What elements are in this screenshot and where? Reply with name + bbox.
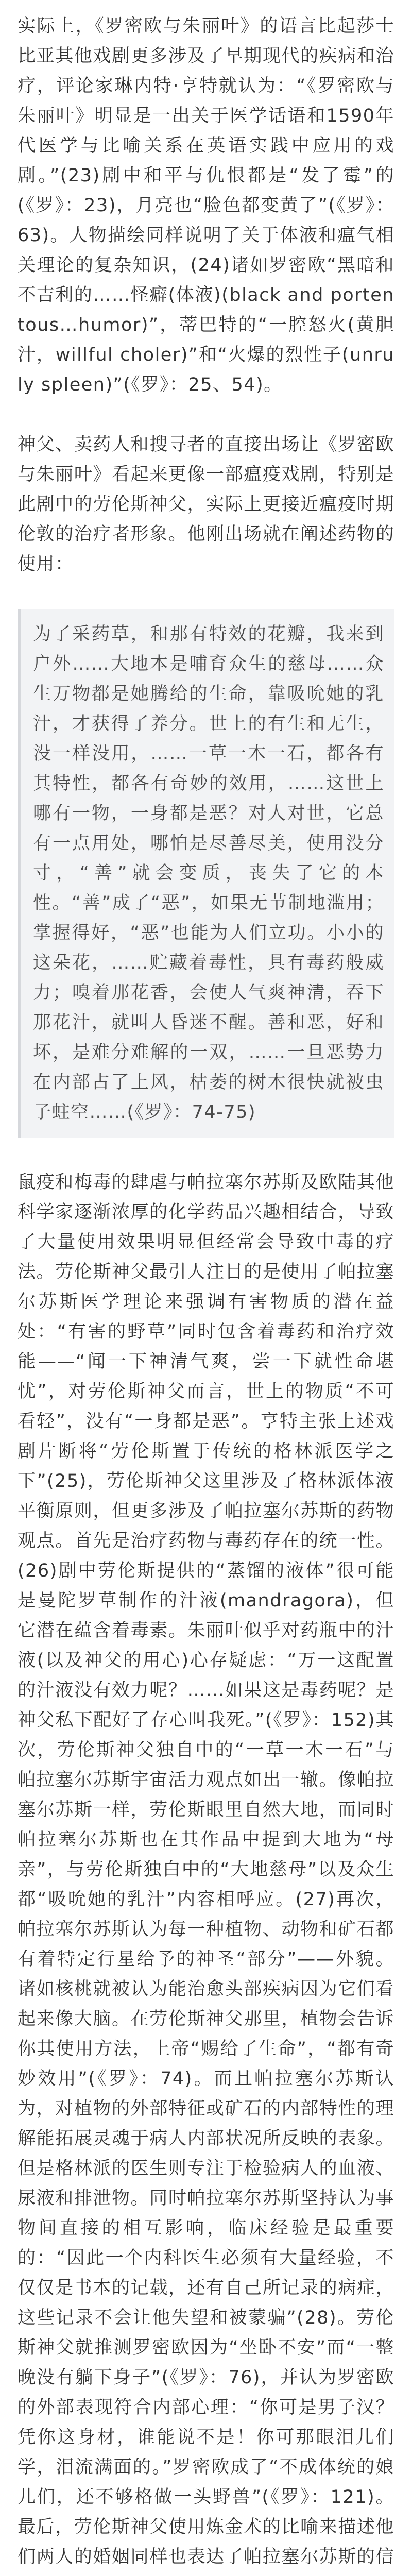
paragraph-medical-discourse: 实际上，《罗密欧与朱丽叶》的语言比起莎士比亚其他戏剧更多涉及了早期现代的疾病和治疗，评论家琳内特·亨特就认为：“《罗密欧与朱丽叶》明显是一出关于医学话语和1590年代医学与比喻关系在英语实践中应用的戏剧。”(23)剧中和平与仇恨都是“发了霉”的(《罗》：23)，月亮也“脸色都变黄了”(《罗》：63)。人物描绘同样说明了关于体液和瘟气相关理论的复杂知识，(24)诸如罗密欧“黑暗和不吉利的……怪癖(体液)(black and portentous…humor)”，蒂巴特的“一腔怒火(黄胆汁，willful choler)”和“火爆的烈性子(unruly spleen)”(《罗》：25、54)。 (18, 16, 394, 395)
paragraph-friar-intro: 神父、卖药人和搜寻者的直接出场让《罗密欧与朱丽叶》看起来更像一部瘟疫戏剧，特别是此剧中的劳伦斯神父，实际上更接近瘟疫时期伦敦的治疗者形象。他刚出场就在阐述药物的使用： (18, 434, 394, 574)
friar-monologue-quote-text: 为了采药草，和那有特效的花瓣，我来到户外……大地本是哺育众生的慈母……众生万物都是她腾给的生命，靠吸吮她的乳汁，才获得了养分。世上的有生和无生，没一样没用，……一草一木一石，都各有其特性，都各有奇妙的效用，……这世上哪有一物，一身都是恶？对人对世，它总有一点用处，哪怕是尽善尽美，使用没分寸，“善”就会变质，丧失了它的本性。“善”成了“恶”，如果无节制地滥用；掌握得好，“恶”也能为人们立功。小小的这朵花，……贮藏着毒性，具有毒药般威力；嗅着那花香，会使人气爽神清，吞下那花汁，就叫人昏迷不醒。善和恶，好和坏，是难分难解的一双，……一旦恶势力在内部占了上风，枯萎的树木很快就被虫子蛀空……(《罗》：74-75) (33, 624, 384, 1123)
paragraph-gap (18, 579, 394, 609)
paragraph-paracelsus-analysis: 鼠疫和梅毒的肆虐与帕拉塞尔苏斯及欧陆其他科学家逐渐浓厚的化学药品兴趣相结合，导致了大量使用效果明显但经常会导致中毒的疗法。劳伦斯神父最引人注目的是使用了帕拉塞尔苏斯医学理论来强调有害物质的潜在益处：“有害的野草”同时包含着毒药和治疗效能——“闻一下神清气爽，尝一下就性命堪忧”，对劳伦斯神父而言，世上的物质“不可看轻”，没有“一身都是恶”。亨特主张上述戏剧片断将“劳伦斯置于传统的格林派医学之下”(25)，劳伦斯神父这里涉及了格林派体液平衡原则，但更多涉及了帕拉塞尔苏斯的药物观点。首先是治疗药物与毒药存在的统一性。(26)剧中劳伦斯提供的“蒸馏的液体”很可能是曼陀罗草制作的汁液(mandragora)，但它潜在蕴含着毒素。朱丽叶似乎对药瓶中的汁液(以及神父的用心)心存疑虑：“万一这配置的汁液没有效力呢？……如果这是毒药呢？是神父私下配好了存心叫我死。”(《罗》：152)其次，劳伦斯神父独自中的“一草一木一石”与帕拉塞尔苏斯宇宙活力观点如出一辙。像帕拉塞尔苏斯一样，劳伦斯眼里自然大地，而同时帕拉塞尔苏斯也在其作品中提到大地为“母亲”，与劳伦斯独白中的“大地慈母”以及众生都“吸吮她的乳汁”内容相呼应。(27)再次，帕拉塞尔苏斯认为每一种植物、动物和矿石都有着特定行星给予的神圣“部分”——外貌。诸如核桃就被认为能治愈头部疾病因为它们看起来像大脑。在劳伦斯神父那里，植物会告诉你其使用方法，上帝“赐给了生命”，“都有奇妙效用”(《罗》：74)。而且帕拉塞尔苏斯认为，对植物的外部特征或矿石的内部特性的理解能拓展灵魂于病人内部状况所反映的表象。但是格林派的医生则专注于检验病人的血液、尿液和排泄物。同时帕拉塞尔苏斯坚持认为事物间直接的相互影响，临床经验是最重要的：“因此一个内科医生必须有大量经验，不仅仅是书本的记载，还有自己所记录的病症，这些记录不会让他失望和被蒙骗”(28)。劳伦斯神父就推测罗密欧因为“坐卧不安”而“一整晚没有躺下身子”(《罗》：76)，并认为罗密欧的外部表现符合内部心理：“你可是男子汉？凭你这身材，谁能说不是！你可那眼泪儿们学，泪流满面的。”罗密欧成了“不成体统的娘儿们，还不够格做一头野兽”(《罗》：121)。最后，劳伦斯神父使用炼金术的比喻来描述他们两人的婚姻同样也表达了帕拉塞尔苏斯的信 (18, 1172, 394, 2567)
paragraph-gap (18, 400, 394, 430)
friar-monologue-quote-block (18, 609, 394, 1138)
paragraph-gap (18, 1138, 394, 1167)
